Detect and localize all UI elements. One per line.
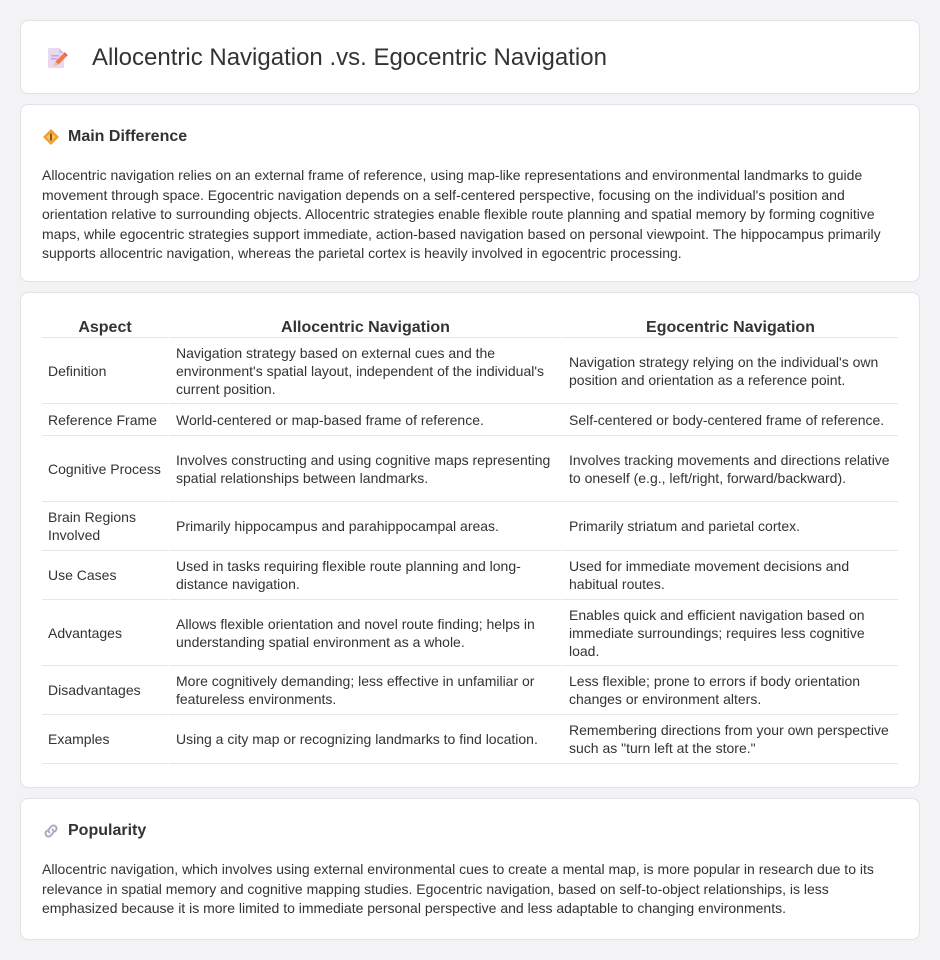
egocentric-cell: Used for immediate movement decisions and habitual routes. xyxy=(561,551,898,600)
main-difference-header xyxy=(42,126,187,148)
main-difference-title: Main Difference xyxy=(68,128,188,145)
egocentric-cell: Less flexible; prone to errors if body orientation changes or environment alters. xyxy=(561,666,898,715)
aspect-cell: Brain Regions Involved xyxy=(42,502,168,551)
egocentric-cell: Remembering directions from your own perspective such as "turn left at the store." xyxy=(561,715,898,764)
popularity-section xyxy=(20,798,920,940)
egocentric-cell: Navigation strategy relying on the individual's own position and orientation as a reference point. xyxy=(561,338,898,404)
allocentric-cell: More cognitively demanding; less effective in unfamiliar or featureless environments. xyxy=(168,666,561,715)
allocentric-cell: World-centered or map-based frame of reference. xyxy=(168,404,561,436)
column-header-egocentric: Egocentric Navigation xyxy=(561,314,898,338)
table-row xyxy=(42,436,898,502)
comparison-section xyxy=(20,292,920,788)
egocentric-cell: Enables quick and efficient navigation based on immediate surroundings; requires less cognitive load. xyxy=(561,600,898,666)
table-row xyxy=(42,551,898,600)
table-row xyxy=(42,600,898,666)
aspect-cell: Advantages xyxy=(42,600,168,666)
egocentric-cell: Primarily striatum and parietal cortex. xyxy=(561,502,898,551)
allocentric-cell: Allows flexible orientation and novel route finding; helps in understanding spatial environment as a whole. xyxy=(168,600,561,666)
main-difference-section xyxy=(20,104,920,282)
table-row xyxy=(42,404,898,436)
allocentric-cell: Navigation strategy based on external cues and the environment's spatial layout, independent of the individual's current position. xyxy=(168,338,561,404)
allocentric-cell: Involves constructing and using cognitive maps representing spatial relationships between landmarks. xyxy=(168,436,561,502)
title-card xyxy=(20,20,920,94)
table-row xyxy=(42,502,898,551)
diamond-signpost-icon xyxy=(42,128,60,146)
main-difference-text: Allocentric navigation relies on an external frame of reference, using map-like representations and environmental landmarks to guide movement through space. Egocentric navigation depends on a self-centered perspective, focusing on the individual's position and orientation relative to surrounding objects. Allocentric strategies enable flexible route planning and spatial memory by forming cognitive maps, while egocentric strategies support immediate, action-based navigation based on personal viewpoint. The hippocampus primarily supports allocentric navigation, whereas the parietal cortex is heavily involved in egocentric processing. xyxy=(42,167,881,262)
aspect-cell: Examples xyxy=(42,715,168,764)
column-header-allocentric: Allocentric Navigation xyxy=(168,314,561,338)
table-header-row xyxy=(42,314,898,338)
page-title: Allocentric Navigation .vs. Egocentric Navigation xyxy=(92,44,607,71)
comparison-table xyxy=(42,314,898,764)
popularity-header xyxy=(42,820,146,842)
popularity-text: Allocentric navigation, which involves using external environmental cues to create a mental map, is more popular in research due to its relevance in spatial memory and cognitive mapping studies. Egocentric navigation, based on self-to-object relationships, is less emphasized because it is more limited to immediate personal perspective and less adaptable to changing environments. xyxy=(42,861,874,917)
egocentric-cell: Self-centered or body-centered frame of reference. xyxy=(561,404,898,436)
aspect-cell: Use Cases xyxy=(42,551,168,600)
aspect-cell: Cognitive Process xyxy=(42,436,168,502)
link-icon xyxy=(42,822,60,840)
aspect-cell: Reference Frame xyxy=(42,404,168,436)
aspect-cell: Disadvantages xyxy=(42,666,168,715)
table-row xyxy=(42,715,898,764)
allocentric-cell: Using a city map or recognizing landmarks to find location. xyxy=(168,715,561,764)
aspect-cell: Definition xyxy=(42,338,168,404)
column-header-aspect: Aspect xyxy=(42,314,168,338)
allocentric-cell: Primarily hippocampus and parahippocampal areas. xyxy=(168,502,561,551)
table-row xyxy=(42,338,898,404)
allocentric-cell: Used in tasks requiring flexible route planning and long-distance navigation. xyxy=(168,551,561,600)
table-row xyxy=(42,666,898,715)
document-edit-icon xyxy=(46,46,68,70)
popularity-title: Popularity xyxy=(68,822,147,839)
egocentric-cell: Involves tracking movements and directions relative to oneself (e.g., left/right, forward/backward). xyxy=(561,436,898,502)
